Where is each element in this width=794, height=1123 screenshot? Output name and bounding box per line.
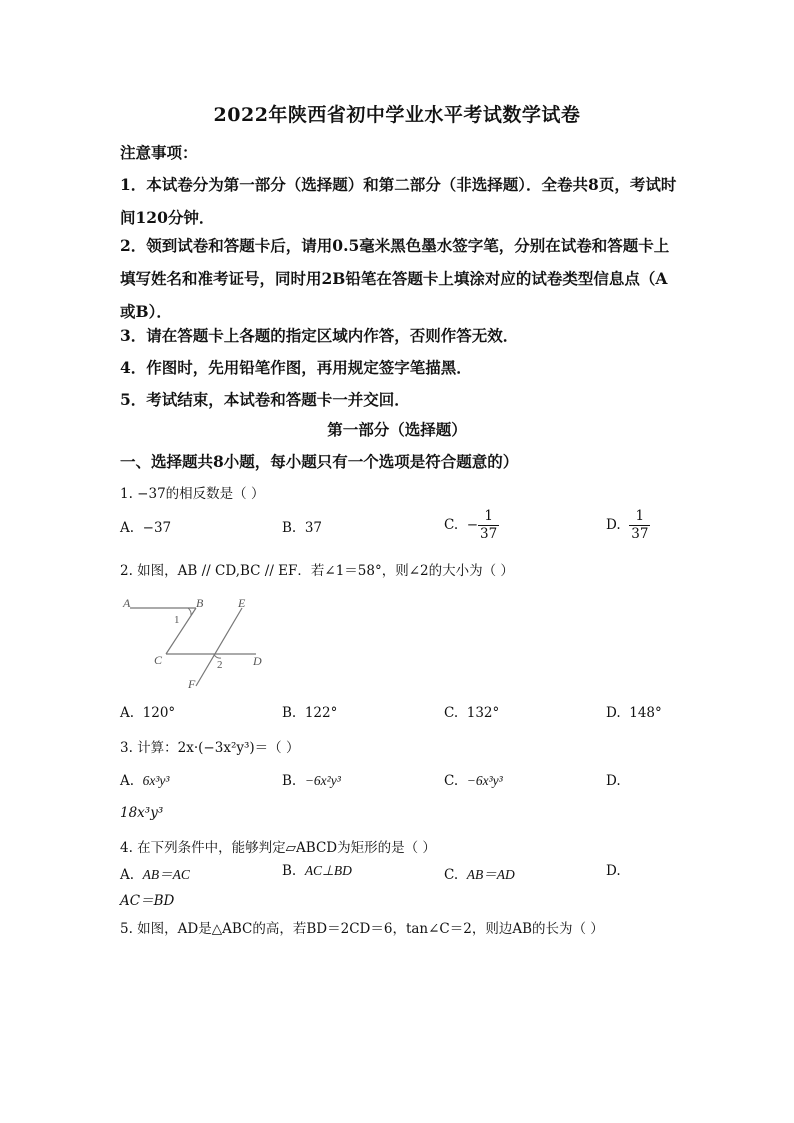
question-2-stem: 2. 如图，AB // CD,BC // EF．若∠1＝58°，则∠2的大小为（ ） <box>120 563 514 579</box>
question-5-stem: 5. 如图，AD是△ABC的高，若BD＝2CD＝6，tan∠C＝2，则边AB的长为（ ） <box>120 921 604 937</box>
notice-item-3: 3．请在答题卡上各题的指定区域内作答，否则作答无效． <box>120 326 519 345</box>
notice-item-4: 4．作图时，先用铅笔作图，再用规定签字笔描黑． <box>120 358 472 377</box>
q1-option-c <box>444 508 499 543</box>
part1-heading: 第一部分（选择题） <box>327 420 467 439</box>
option-label: B. <box>282 863 297 879</box>
fraction-numerator: 1 <box>629 508 650 526</box>
fraction-denominator: 37 <box>631 526 649 542</box>
option-label: D. <box>606 517 621 533</box>
option-text: −6x²y³ <box>304 773 341 788</box>
label-a: A <box>123 596 131 610</box>
q3-option-d-text: 18x³y³ <box>120 805 164 821</box>
angle-1-arc <box>188 608 191 615</box>
q2-option-c <box>444 705 499 721</box>
q3-option-d-label: D. <box>606 773 621 789</box>
option-label: C. <box>444 867 459 883</box>
q1-option-b <box>282 520 322 536</box>
label-d: D <box>253 654 262 668</box>
fraction <box>478 508 499 543</box>
option-label: C. <box>444 773 459 789</box>
q4-option-b <box>282 863 352 879</box>
parallel-lines-figure <box>120 592 270 692</box>
page-title: 2022年陕西省初中学业水平考试数学试卷 <box>213 104 581 126</box>
option-label: C. <box>444 705 459 721</box>
option-text: 132° <box>466 705 500 721</box>
line-ef <box>196 608 242 686</box>
option-label: A. <box>120 867 135 883</box>
label-f: F <box>188 677 196 691</box>
q3-option-c <box>444 773 503 789</box>
q1-option-a <box>120 520 171 536</box>
option-text: 37 <box>304 520 322 536</box>
notice-item-5: 5．考试结束，本试卷和答题卡一并交回． <box>120 390 410 409</box>
label-c: C <box>154 653 163 667</box>
option-text: 148° <box>629 705 662 721</box>
option-label: B. <box>282 520 297 536</box>
q3-option-b <box>282 773 341 789</box>
option-text: −37 <box>142 520 172 536</box>
question-4-stem: 4. 在下列条件中，能够判定▱ABCD为矩形的是（ ） <box>120 840 436 856</box>
question-3-stem: 3. 计算：2x·(−3x²y³)＝（ ） <box>120 740 300 756</box>
q2-option-a <box>120 705 175 721</box>
fraction <box>629 508 650 543</box>
option-text: AB＝AD <box>466 867 515 882</box>
label-angle-1: 1 <box>174 614 180 626</box>
notice-item-2: 2．领到试卷和答题卡后，请用0.5毫米黑色墨水签字笔，分别在试卷和答题卡上填写姓名和准考证号，同时用2B铅笔在答题卡上填涂对应的试卷类型信息点（A或B）． <box>120 236 670 321</box>
label-e: E <box>238 596 246 610</box>
option-label: B. <box>282 705 297 721</box>
q4-option-c <box>444 863 515 883</box>
fraction-denominator: 37 <box>480 526 498 542</box>
option-text: 6x³y³ <box>142 773 170 788</box>
fraction-numerator: 1 <box>478 508 499 526</box>
question-1-stem: 1. −37的相反数是（ ） <box>120 486 265 502</box>
q4-option-d-text: AC＝BD <box>120 893 175 909</box>
option-label: A. <box>120 773 135 789</box>
q3-option-a <box>120 773 169 789</box>
q2-option-b <box>282 705 337 721</box>
option-text: AC⊥BD <box>304 863 352 878</box>
option-label: A. <box>120 520 135 536</box>
option-text: AB＝AC <box>142 867 190 882</box>
notice-item-1: 1．本试卷分为第一部分（选择题）和第二部分（非选择题）．全卷共8页，考试时间120分钟． <box>120 175 677 227</box>
option-label: B. <box>282 773 297 789</box>
option-label: C. <box>444 517 459 533</box>
option-text: 122° <box>304 705 338 721</box>
label-b: B <box>196 596 204 610</box>
section-heading: 一、选择题共8小题，每小题只有一个选项是符合题意的） <box>120 452 519 471</box>
option-text: − <box>466 517 479 533</box>
label-angle-2: 2 <box>217 659 223 671</box>
option-text: 120° <box>142 705 176 721</box>
q1-option-d <box>606 508 650 543</box>
option-text: −6x³y³ <box>466 773 503 788</box>
q4-option-a <box>120 863 190 883</box>
notice-heading: 注意事项： <box>120 143 198 162</box>
option-label: D. <box>606 705 621 721</box>
q4-option-d-label: D. <box>606 863 621 879</box>
option-label: A. <box>120 705 135 721</box>
q2-option-d <box>606 705 662 721</box>
